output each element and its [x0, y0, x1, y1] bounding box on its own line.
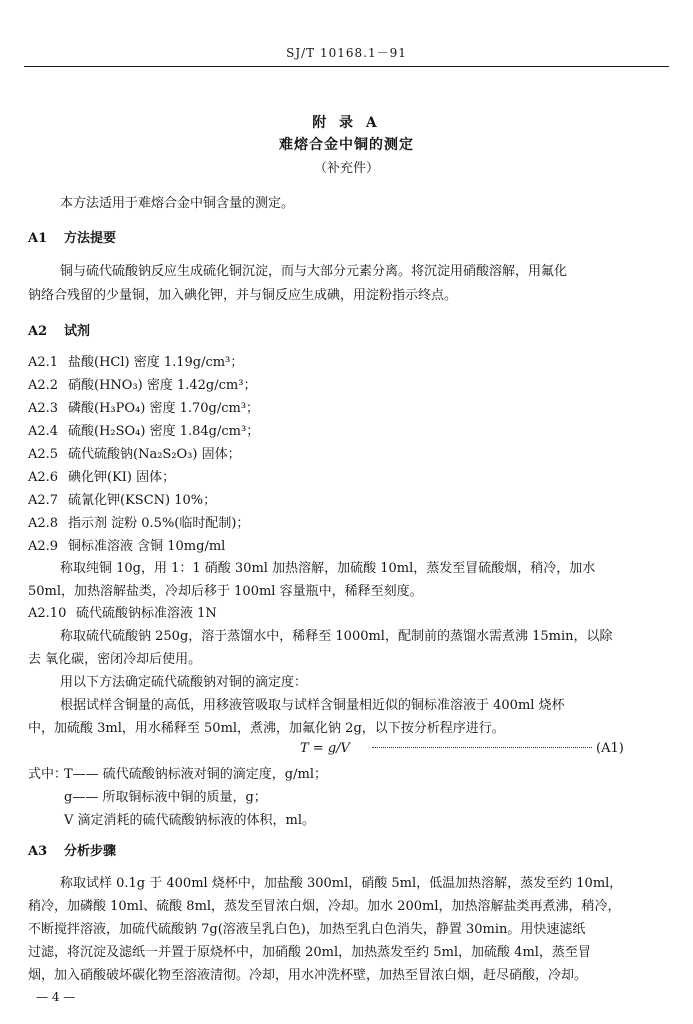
reagent-item [28, 489, 216, 508]
reagent-item [28, 351, 243, 370]
section-a2-heading [28, 320, 90, 339]
a1-text-line: 钠络合残留的少量铜，加入碘化钾，并与铜反应生成碘，用淀粉指示终点。 [28, 288, 458, 303]
variable-definition: T—— 硫代硫酸钠标液对铜的滴定度，g/ml； [64, 767, 327, 782]
a210-text-line: 根据试样含铜量的高低，用移液管吸取与试样含铜量相近似的铜标准溶液于 400ml 烧杯 [60, 698, 565, 713]
item-number: A2.5 [28, 447, 59, 462]
item-number: A2.3 [28, 401, 59, 416]
item-text: 指示剂 淀粉 0.5%(临时配制)； [68, 516, 250, 531]
header-rule [24, 66, 669, 67]
a29-text-line: 称取纯铜 10g，用 1：1 硝酸 30ml 加热溶解，加硫酸 10ml，蒸发至冒硫酸烟，稍冷，加水 [60, 561, 596, 576]
item-text: 硫代硫酸钠标准溶液 1N [76, 606, 217, 621]
a3-text-line: 过滤，将沉淀及滤纸一并置于原烧杯中，加硝酸 20ml，加热蒸发至约 5ml，加硫酸 4ml，蒸至冒 [28, 945, 591, 960]
item-text: 硫氰化钾(KSCN) 10%； [68, 493, 217, 508]
appendix-title: 难熔合金中铜的测定 [279, 137, 414, 153]
item-text: 碘化钾(KI) 固体； [68, 470, 176, 485]
a210-text-line: 称取硫代硫酸钠 250g，溶于蒸馏水中，稀释至 1000ml，配制前的蒸馏水需煮沸 15min，以除 [60, 629, 613, 644]
section-number: A1 [28, 231, 48, 246]
a210-text-line: 用以下方法确定硫代硫酸钠对铜的滴定度： [60, 675, 308, 690]
document-header: SJ/T 10168.1－91 [286, 46, 407, 60]
item-text: 硝酸(HNO₃) 密度 1.42g/cm³； [68, 378, 257, 393]
a210-text-line: 去 氧化碳，密闭冷却后使用。 [28, 652, 202, 667]
where-prefix: 式中： [28, 767, 68, 782]
section-title: 方法提要 [64, 231, 117, 246]
reagent-item [28, 397, 259, 416]
reagent-item [28, 420, 259, 439]
item-number: A2.6 [28, 470, 59, 485]
variable-definition: V 滴定消耗的硫代硫酸钠标液的体积，ml。 [64, 813, 316, 828]
section-a3-heading [28, 840, 116, 859]
appendix-label: 附 录 A [312, 115, 381, 131]
formula: T = g/V [300, 741, 350, 756]
appendix-subtitle: （补充件） [313, 161, 379, 176]
section-number: A2 [28, 324, 48, 339]
reagent-item [28, 466, 175, 485]
item-number: A2.9 [28, 539, 59, 554]
item-text: 盐酸(HCl) 密度 1.19g/cm³； [68, 355, 244, 370]
item-text: 硫酸(H₂SO₄) 密度 1.84g/cm³； [68, 424, 260, 439]
section-title: 分析步骤 [64, 844, 117, 859]
a29-text-line: 50ml，加热溶解盐类，冷却后移于 100ml 容量瓶中，稀释至刻度。 [28, 584, 423, 599]
a3-text-line: 稍冷，加磷酸 10ml、硫酸 8ml，蒸发至冒浓白烟，冷却。加水 200ml，加热溶解盐类再煮沸，稍冷， [28, 899, 621, 914]
reagent-item [28, 512, 249, 531]
reagent-item [28, 374, 256, 393]
section-number: A3 [28, 844, 48, 859]
item-number: A2.1 [28, 355, 59, 370]
a1-text-line: 铜与硫代硫酸钠反应生成硫化铜沉淀，而与大部分元素分离。将沉淀用硝酸溶解，用氟化 [60, 264, 568, 279]
item-text: 磷酸(H₃PO₄) 密度 1.70g/cm³； [68, 401, 260, 416]
section-a1-heading [28, 227, 116, 246]
item-text: 硫代硫酸钠(Na₂S₂O₃) 固体； [68, 447, 241, 462]
a210-text-line: 中，加硫酸 3ml，用水稀释至 50ml，煮沸，加氟化钠 2g，以下按分析程序进行。 [28, 721, 505, 736]
a3-text-line: 烟，加入硝酸破坏碳化物至溶液清彻。冷却，用水冲洗杯壁，加热至冒浓白烟，赶尽硝酸，冷却。 [28, 968, 588, 983]
reagent-item [28, 535, 225, 554]
item-number: A2.7 [28, 493, 59, 508]
a3-text-line: 称取试样 0.1g 于 400ml 烧杯中，加盐酸 300ml，硝酸 5ml，低温加热溶解，蒸发至约 10ml， [60, 876, 623, 891]
intro-paragraph: 本方法适用于难熔合金中铜含量的测定。 [60, 196, 295, 211]
formula-leader-dots [372, 747, 592, 748]
item-number: A2.10 [28, 606, 67, 621]
page-number: — 4 — [36, 990, 76, 1004]
variable-definition: g—— 所取铜标液中铜的质量，g； [64, 790, 267, 805]
section-title: 试剂 [64, 324, 91, 339]
reagent-item [28, 443, 241, 462]
a210-heading [28, 602, 217, 621]
item-number: A2.8 [28, 516, 59, 531]
a3-text-line: 不断搅拌溶液，加硫代硫酸钠 7g(溶液呈乳白色)，加热至乳白色消失，静置 30min。用快速滤纸 [28, 922, 586, 937]
item-number: A2.2 [28, 378, 59, 393]
formula-number: (A1) [596, 741, 624, 756]
item-text: 铜标准溶液 含铜 10mg/ml [68, 539, 226, 554]
item-number: A2.4 [28, 424, 59, 439]
